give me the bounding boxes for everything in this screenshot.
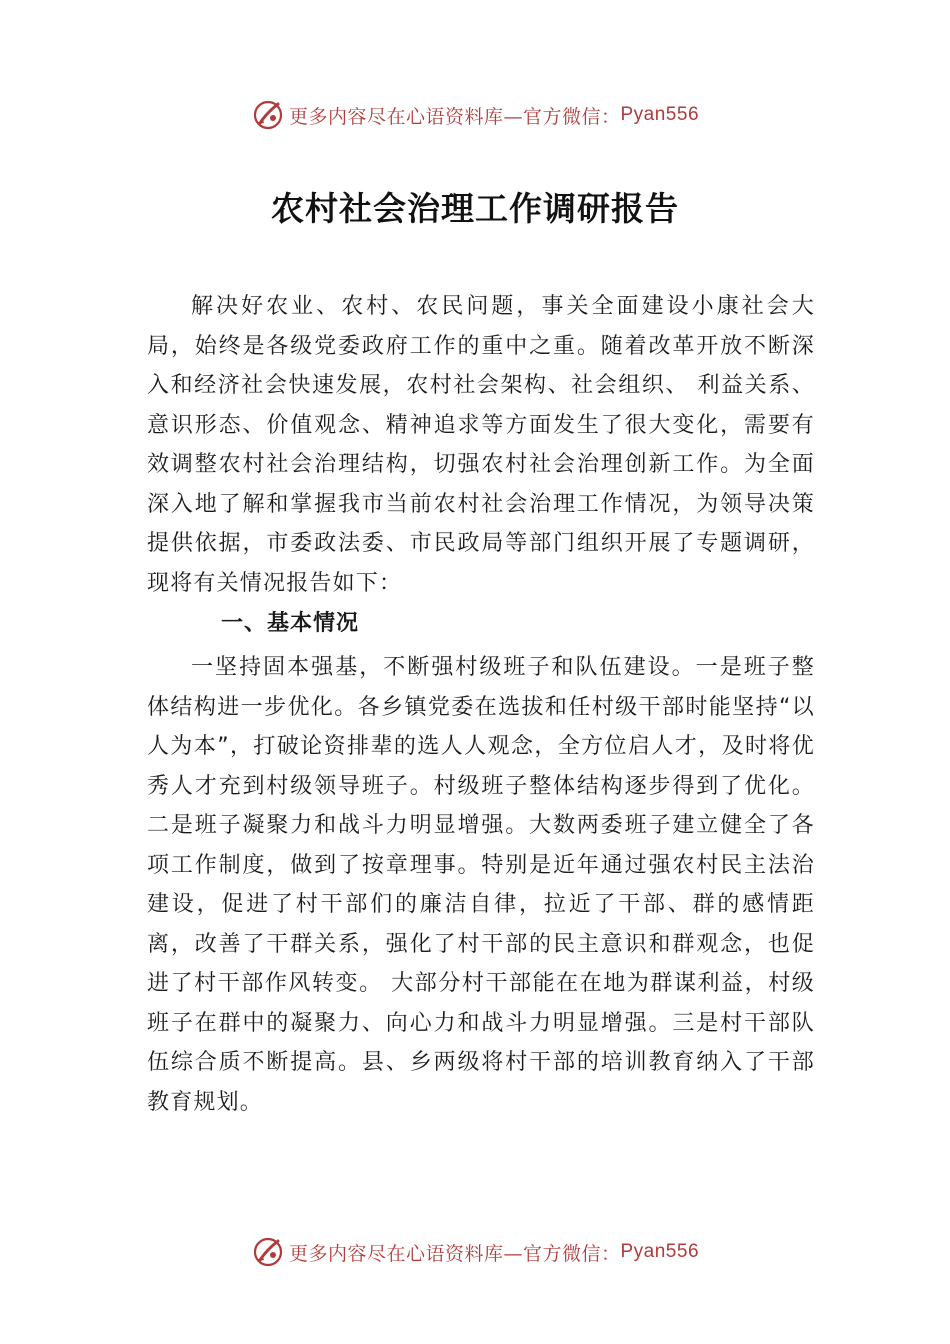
section-paragraph: 一坚持固本强基，不断强村级班子和队伍建设。一是班子整体结构进一步优化。各乡镇党委在选拔和任村级干部时能坚持“以人为本”，打破论资排辈的选人人观念，全方位启人才，及时将优秀人才充到村级领导班子。村级班子整体结构逐步得到了优化。二是班子凝聚力和战斗力明显增强。大数两委班子建立健全了各项工作制度，做到了按章理事。特别是近年通过强农村民主法治建设，促进了村干部们的廉洁自律，拉近了干部、群的感情距离，改善了干群关系，强化了村干部的民主意识和群观念，也促进了村干部作风转变。 大部分村干部能在在地为群谋利益，村级班子在群中的凝聚力、向心力和战斗力明显增强。三是村干部队伍综合质不断提高。县、乡两级将村干部的培训教育纳入了干部教育规划。	[147, 655, 815, 1115]
banner-account: Pyan556	[620, 104, 700, 125]
banner-account: Pyan556	[620, 1241, 700, 1262]
document-body	[147, 287, 815, 1122]
brush-logo-icon	[251, 98, 285, 132]
brush-logo-icon	[251, 1235, 285, 1269]
header-banner	[0, 95, 950, 135]
intro-paragraph: 解决好农业、农村、农民问题，事关全面建设小康社会大局，始终是各级党委政府工作的重中之重。随着改革开放不断深入和经济社会快速发展，农村社会架构、社会组织、 利益关系、意识形态、价值观念、精神追求等方面发生了很大变化，需要有效调整农村社会治理结构，切强农村社会治理创新工作。为全面深入地了解和掌握我市当前农村社会治理工作情况，为领导决策提供依据，市委政法委、市民政局等部门组织开展了专题调研，现将有关情况报告如下：	[147, 294, 815, 596]
document-title: 农村社会治理工作调研报告	[271, 189, 679, 228]
banner-text: 更多内容尽在心语资料库—官方微信：	[288, 1242, 621, 1265]
footer-banner	[0, 1232, 950, 1272]
section-heading: 一、基本情况	[221, 611, 360, 636]
banner-text: 更多内容尽在心语资料库—官方微信：	[288, 105, 621, 128]
